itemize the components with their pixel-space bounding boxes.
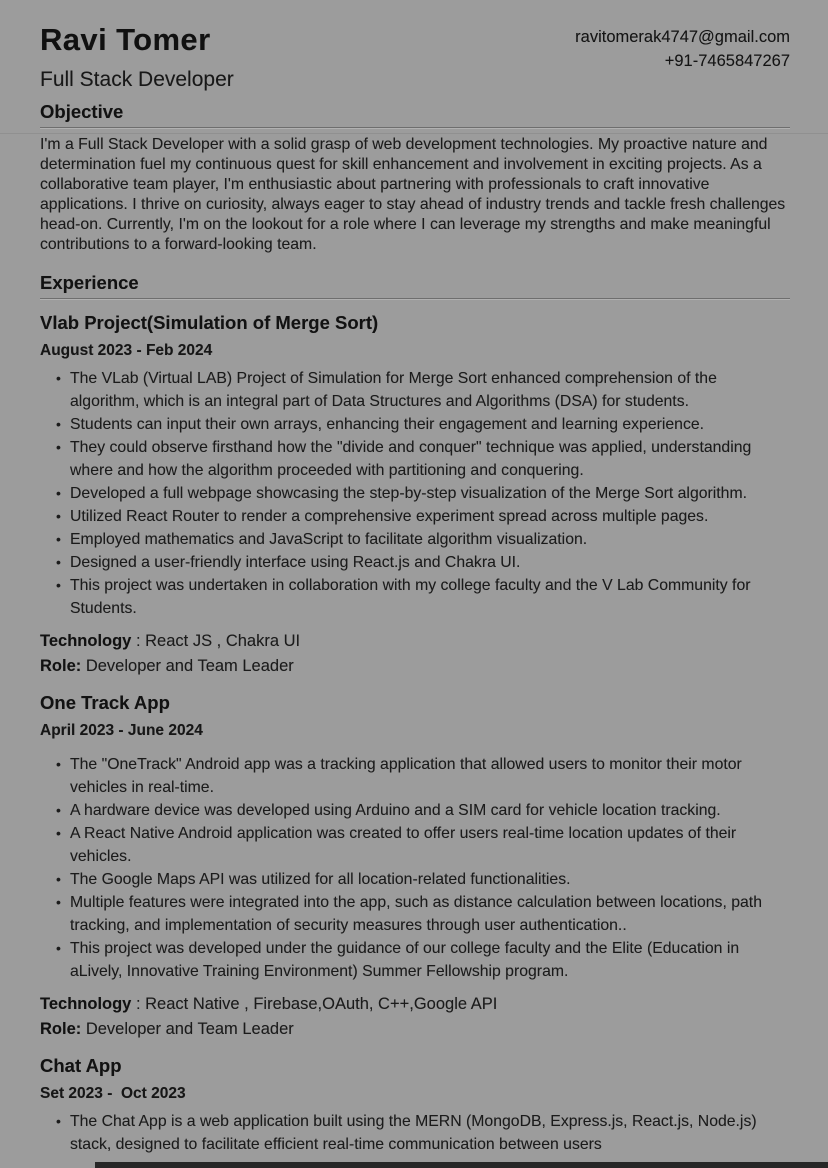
technology-label: Technology — [40, 995, 132, 1013]
technology-line — [40, 629, 790, 654]
technology-line — [40, 992, 790, 1017]
section-divider — [40, 298, 790, 299]
bullet-item: • A hardware device was developed using Arduino and a SIM card for vehicle location tracking. — [40, 799, 790, 822]
bullet-item: • Employed mathematics and JavaScript to facilitate algorithm visualization. — [40, 528, 790, 551]
bullet-item: • Multiple features were integrated into the app, such as distance calculation between locations, path tracking, and implementation of security measures through user authentication.. — [40, 891, 790, 937]
bullet-item: • This project was developed under the guidance of our college faculty and the Elite (Education in aLively, Innovative Training Environment) Summer Fellowship program. — [40, 937, 790, 983]
page-edge-shadow — [95, 1162, 828, 1168]
bullet-item: • The Google Maps API was utilized for all location-related functionalities. — [40, 868, 790, 891]
technology-value: : React Native , Firebase,OAuth, C++,Google API — [131, 995, 498, 1013]
technology-value: : React JS , Chakra UI — [131, 632, 301, 650]
project-section-chat-app — [40, 1055, 790, 1156]
project-bullets — [40, 753, 790, 983]
bullet-item: • This project was undertaken in collaboration with my college faculty and the V Lab Community for Students. — [40, 574, 790, 620]
project-bullets — [40, 1110, 790, 1156]
project-section-vlab — [40, 312, 790, 679]
bullet-item: • A React Native Android application was created to offer users real-time location updates of their vehicles. — [40, 822, 790, 868]
bullet-item: • The "OneTrack" Android app was a tracking application that allowed users to monitor their motor vehicles in real-time. — [40, 753, 790, 799]
project-bullets — [40, 367, 790, 620]
project-title: Vlab Project(Simulation of Merge Sort) — [40, 312, 379, 333]
role-label: Role: — [40, 1020, 82, 1038]
section-divider — [40, 127, 790, 128]
role-value: Developer and Team Leader — [81, 657, 294, 675]
contact-phone: +91-7465847267 — [664, 52, 790, 70]
contact-block — [575, 25, 790, 73]
project-dates: Set 2023 - Oct 2023 — [40, 1085, 186, 1102]
project-section-one-track — [40, 692, 790, 1042]
role-line — [40, 654, 790, 679]
bullet-item: • The VLab (Virtual LAB) Project of Simulation for Merge Sort enhanced comprehension of the algorithm, which is an integral part of Data Structures and Algorithms (DSA) for students. — [40, 367, 790, 413]
bullet-item: • Students can input their own arrays, enhancing their engagement and learning experience. — [40, 413, 790, 436]
bullet-item: • Developed a full webpage showcasing the step-by-step visualization of the Merge Sort algorithm. — [40, 482, 790, 505]
bullet-item: • The Chat App is a web application built using the MERN (MongoDB, Express.js, React.js, Node.js) stack, designed to facilitate efficient real-time communication between users — [40, 1110, 790, 1156]
role-value: Developer and Team Leader — [81, 1020, 294, 1038]
project-dates: April 2023 - June 2024 — [40, 722, 203, 739]
experience-heading: Experience — [40, 272, 139, 293]
bullet-item: • Designed a user-friendly interface using React.js and Chakra UI. — [40, 551, 790, 574]
contact-email: ravitomerak4747@gmail.com — [575, 28, 790, 46]
identity-block — [40, 14, 234, 92]
project-title: Chat App — [40, 1055, 122, 1076]
bullet-item: • They could observe firsthand how the "divide and conquer" technique was applied, understanding where and how the algorithm proceeded with partitioning and conquering. — [40, 436, 790, 482]
resume-header — [40, 14, 790, 92]
objective-text: I'm a Full Stack Developer with a solid grasp of web development technologies. My proactive nature and determination fuel my continuous quest for skill enhancement and involvement in exciting projects. As a collaborative team player, I'm enthusiastic about partnering with professionals to craft innovative applications. I thrive on curiosity, always eager to stay ahead of industry trends and tackle fresh challenges head-on. Currently, I'm on the lookout for a role where I can leverage my strengths and make meaningful contributions to a forward-looking team. — [40, 136, 786, 253]
project-dates: August 2023 - Feb 2024 — [40, 342, 213, 359]
technology-label: Technology — [40, 632, 132, 650]
role-line — [40, 1017, 790, 1042]
person-name: Ravi Tomer — [40, 22, 211, 57]
bullet-item: • Utilized React Router to render a comprehensive experiment spread across multiple pages. — [40, 505, 790, 528]
objective-heading: Objective — [40, 101, 124, 122]
project-title: One Track App — [40, 692, 170, 713]
role-label: Role: — [40, 657, 82, 675]
person-job-title: Full Stack Developer — [40, 68, 234, 91]
